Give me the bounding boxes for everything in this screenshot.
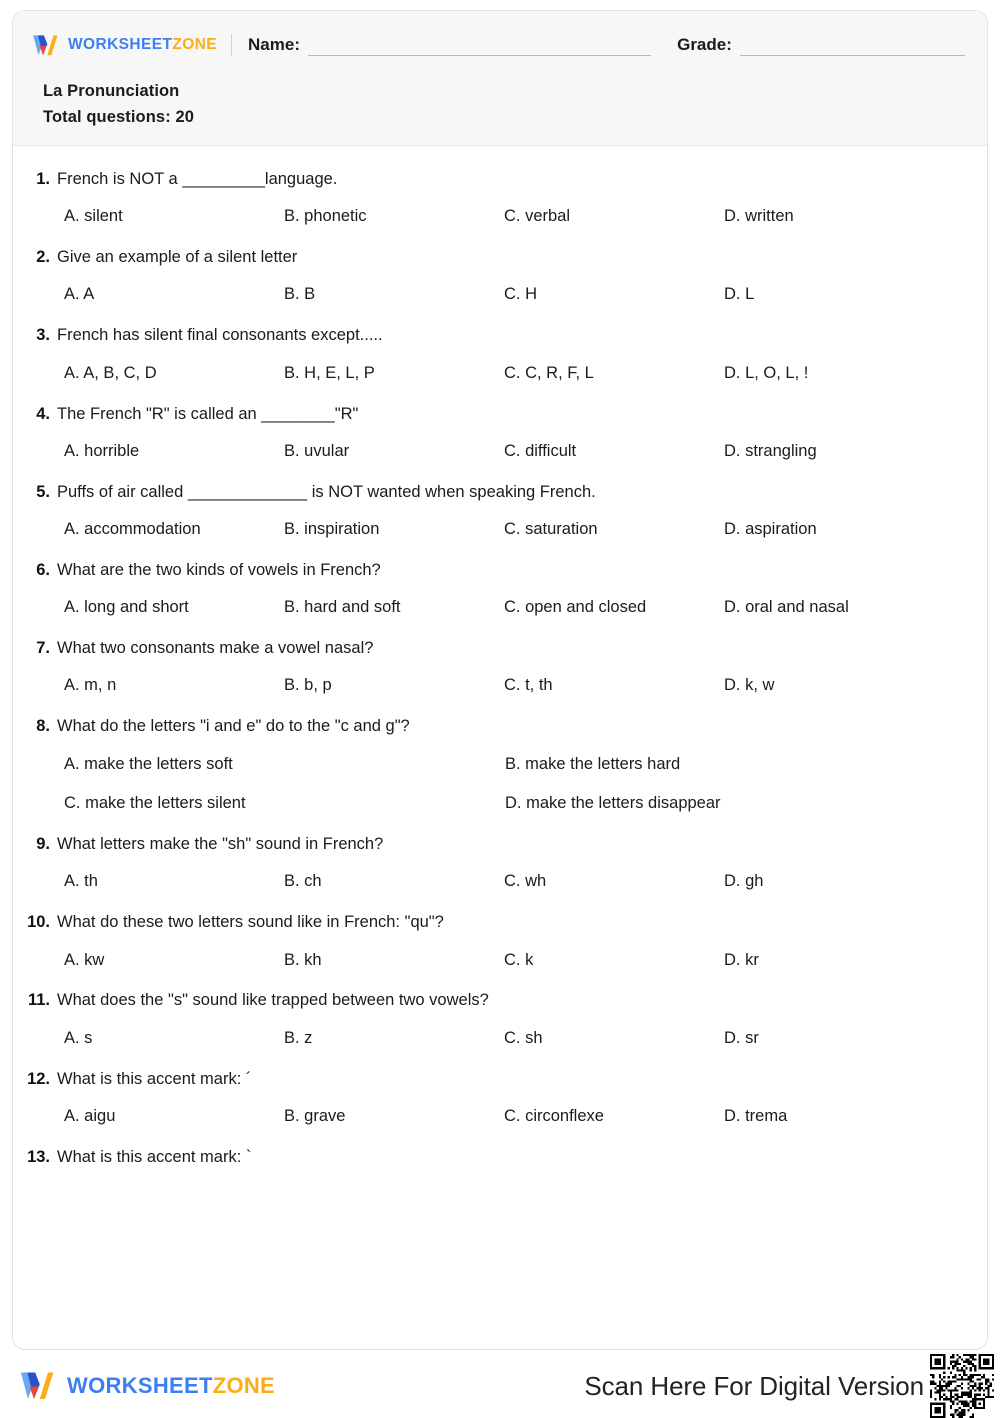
question-block — [13, 1146, 987, 1168]
footer-brand-zone: ZONE — [212, 1373, 276, 1398]
answer-option[interactable]: B. make the letters hard — [505, 754, 681, 773]
question-line — [13, 637, 965, 659]
questions-list — [13, 146, 987, 1168]
grade-field[interactable] — [677, 35, 965, 56]
answer-option[interactable]: A. s — [64, 1028, 93, 1047]
answer-option[interactable]: C. open and closed — [504, 598, 647, 617]
question-text: What two consonants make a vowel nasal? — [57, 639, 374, 658]
question-line — [13, 833, 965, 855]
answer-option[interactable]: B. grave — [284, 1106, 346, 1125]
answer-option[interactable]: C. H — [504, 285, 537, 304]
options-group — [13, 441, 965, 462]
question-text: Give an example of a silent letter — [57, 248, 298, 267]
answer-option[interactable]: D. k, w — [724, 676, 775, 695]
worksheet-title: La Pronunciation — [43, 82, 180, 100]
question-block — [13, 403, 987, 463]
answer-option[interactable]: C. make the letters silent — [64, 794, 246, 813]
answer-option[interactable]: B. z — [284, 1028, 313, 1047]
question-line — [13, 168, 965, 190]
worksheetzone-logo-icon — [18, 1369, 58, 1403]
answer-option[interactable]: D. written — [724, 207, 794, 226]
question-line — [13, 324, 965, 346]
question-number: 3. — [36, 326, 50, 345]
answer-option[interactable]: D. L — [724, 285, 755, 304]
answer-option[interactable]: C. t, th — [504, 676, 553, 695]
header-title-block — [13, 63, 987, 130]
worksheetzone-logo-icon — [31, 33, 61, 58]
question-text: What is this accent mark: ´ — [57, 1069, 252, 1088]
answer-option[interactable]: D. sr — [724, 1028, 759, 1047]
answer-option[interactable]: A. kw — [64, 950, 105, 969]
question-line — [13, 1068, 965, 1090]
question-line — [13, 403, 965, 425]
question-line — [13, 559, 965, 581]
question-line — [13, 481, 965, 503]
question-line — [13, 246, 965, 268]
answer-option[interactable]: B. uvular — [284, 441, 350, 460]
question-block — [13, 168, 987, 228]
answer-option[interactable]: C. saturation — [504, 520, 598, 539]
brand-zone: ZONE — [172, 36, 218, 54]
question-number: 12. — [27, 1069, 50, 1088]
footer-brand-worksheet: WORKSHEET — [67, 1373, 213, 1398]
answer-option[interactable]: A. m, n — [64, 676, 117, 695]
answer-option[interactable]: B. phonetic — [284, 207, 367, 226]
answer-option[interactable]: C. wh — [504, 872, 547, 891]
grade-input-line[interactable] — [740, 40, 965, 56]
question-text: What is this accent mark: ` — [57, 1147, 252, 1166]
answer-option[interactable]: D. kr — [724, 950, 759, 969]
answer-option[interactable]: A. silent — [64, 207, 123, 226]
footer-brand-text — [67, 1375, 275, 1397]
question-number: 4. — [36, 404, 50, 423]
question-text: What are the two kinds of vowels in French? — [57, 561, 381, 580]
question-text: Puffs of air called _____________ is NOT wanted when speaking French. — [57, 482, 596, 501]
options-group — [13, 363, 965, 384]
answer-option[interactable]: C. difficult — [504, 441, 577, 460]
answer-option[interactable]: A. make the letters soft — [64, 754, 233, 773]
question-number: 8. — [36, 717, 50, 736]
options-group — [13, 597, 965, 618]
scan-label: Scan Here For Digital Version — [584, 1370, 924, 1401]
header-divider — [231, 34, 232, 56]
question-number: 1. — [36, 170, 50, 188]
answer-option[interactable]: C. k — [504, 950, 534, 969]
answer-option[interactable]: A. A — [64, 285, 95, 304]
options-group — [13, 1106, 965, 1127]
question-text: French has silent final consonants except..... — [57, 326, 383, 345]
name-label: Name: — [248, 34, 300, 54]
options-group — [13, 284, 965, 305]
answer-option[interactable]: B. ch — [284, 872, 322, 891]
answer-option[interactable]: D. trema — [724, 1106, 788, 1125]
question-number: 7. — [36, 639, 50, 658]
question-text: The French "R" is called an ________"R" — [57, 404, 359, 423]
answer-option[interactable]: C. circonflexe — [504, 1106, 604, 1125]
answer-option[interactable]: A. A, B, C, D — [64, 363, 157, 382]
scan-section — [584, 1354, 994, 1418]
page-footer — [0, 1358, 1000, 1414]
question-text: What do these two letters sound like in French: "qu"? — [57, 913, 444, 932]
name-input-line[interactable] — [308, 40, 651, 56]
question-block — [13, 989, 987, 1049]
question-block — [13, 1068, 987, 1128]
answer-option[interactable]: B. kh — [284, 950, 322, 969]
question-text: What does the "s" sound like trapped between two vowels? — [57, 991, 489, 1010]
question-number: 9. — [36, 835, 50, 854]
question-block — [13, 559, 987, 619]
worksheet-sheet — [12, 10, 988, 1350]
options-group — [13, 754, 965, 815]
question-number: 11. — [27, 991, 50, 1010]
answer-option[interactable]: A. accommodation — [64, 520, 201, 539]
brand-worksheet: WORKSHEET — [68, 36, 173, 54]
answer-option[interactable]: A. th — [64, 872, 98, 891]
question-text: What letters make the "sh" sound in French? — [57, 835, 384, 854]
question-number: 10. — [27, 913, 50, 932]
answer-option[interactable]: D. make the letters disappear — [505, 794, 721, 813]
question-number: 2. — [36, 248, 50, 267]
question-number: 13. — [27, 1147, 50, 1166]
question-line — [13, 911, 965, 933]
answer-option[interactable]: C. verbal — [504, 207, 571, 226]
answer-option[interactable]: A. long and short — [64, 598, 189, 617]
question-block — [13, 637, 987, 697]
options-group — [13, 519, 965, 540]
question-block — [13, 324, 987, 384]
question-line — [13, 989, 965, 1011]
answer-option[interactable]: C. sh — [504, 1028, 543, 1047]
options-row — [64, 793, 965, 814]
answer-option[interactable]: B. hard and soft — [284, 598, 401, 617]
question-block — [13, 833, 987, 893]
grade-label: Grade: — [677, 34, 732, 54]
question-line — [13, 715, 965, 737]
answer-option[interactable]: D. L, O, L, ! — [724, 363, 809, 382]
answer-option[interactable]: B. inspiration — [284, 520, 380, 539]
header-brand-text — [68, 37, 217, 53]
question-number: 6. — [36, 561, 50, 580]
total-questions-label: Total questions: 20 — [43, 107, 195, 126]
header-brand[interactable] — [31, 33, 217, 58]
footer-brand[interactable] — [18, 1369, 275, 1403]
question-line — [13, 1146, 965, 1168]
answer-option[interactable]: D. aspiration — [724, 520, 817, 539]
answer-option[interactable]: D. strangling — [724, 441, 817, 460]
question-text: French is NOT a _________language. — [57, 170, 338, 188]
answer-option[interactable]: D. gh — [724, 872, 764, 891]
question-text: What do the letters "i and e" do to the "c and g"? — [57, 717, 410, 736]
qr-code-icon[interactable] — [930, 1354, 994, 1418]
options-row — [64, 754, 965, 775]
worksheet-header — [13, 11, 987, 146]
options-group — [13, 675, 965, 696]
name-field[interactable] — [248, 35, 651, 56]
options-group — [13, 950, 965, 971]
answer-option[interactable]: A. horrible — [64, 441, 140, 460]
answer-option[interactable]: B. b, p — [284, 676, 332, 695]
answer-option[interactable]: C. C, R, F, L — [504, 363, 594, 382]
question-block — [13, 911, 987, 971]
options-group — [13, 1028, 965, 1049]
answer-option[interactable]: A. aigu — [64, 1106, 116, 1125]
header-top-row — [13, 11, 987, 63]
question-block — [13, 481, 987, 541]
options-group — [13, 206, 965, 227]
question-block — [13, 715, 987, 814]
question-number: 5. — [36, 482, 50, 501]
answer-option[interactable]: B. H, E, L, P — [284, 363, 375, 382]
question-block — [13, 246, 987, 306]
answer-option[interactable]: B. B — [284, 285, 316, 304]
answer-option[interactable]: D. oral and nasal — [724, 598, 849, 617]
options-group — [13, 871, 965, 892]
